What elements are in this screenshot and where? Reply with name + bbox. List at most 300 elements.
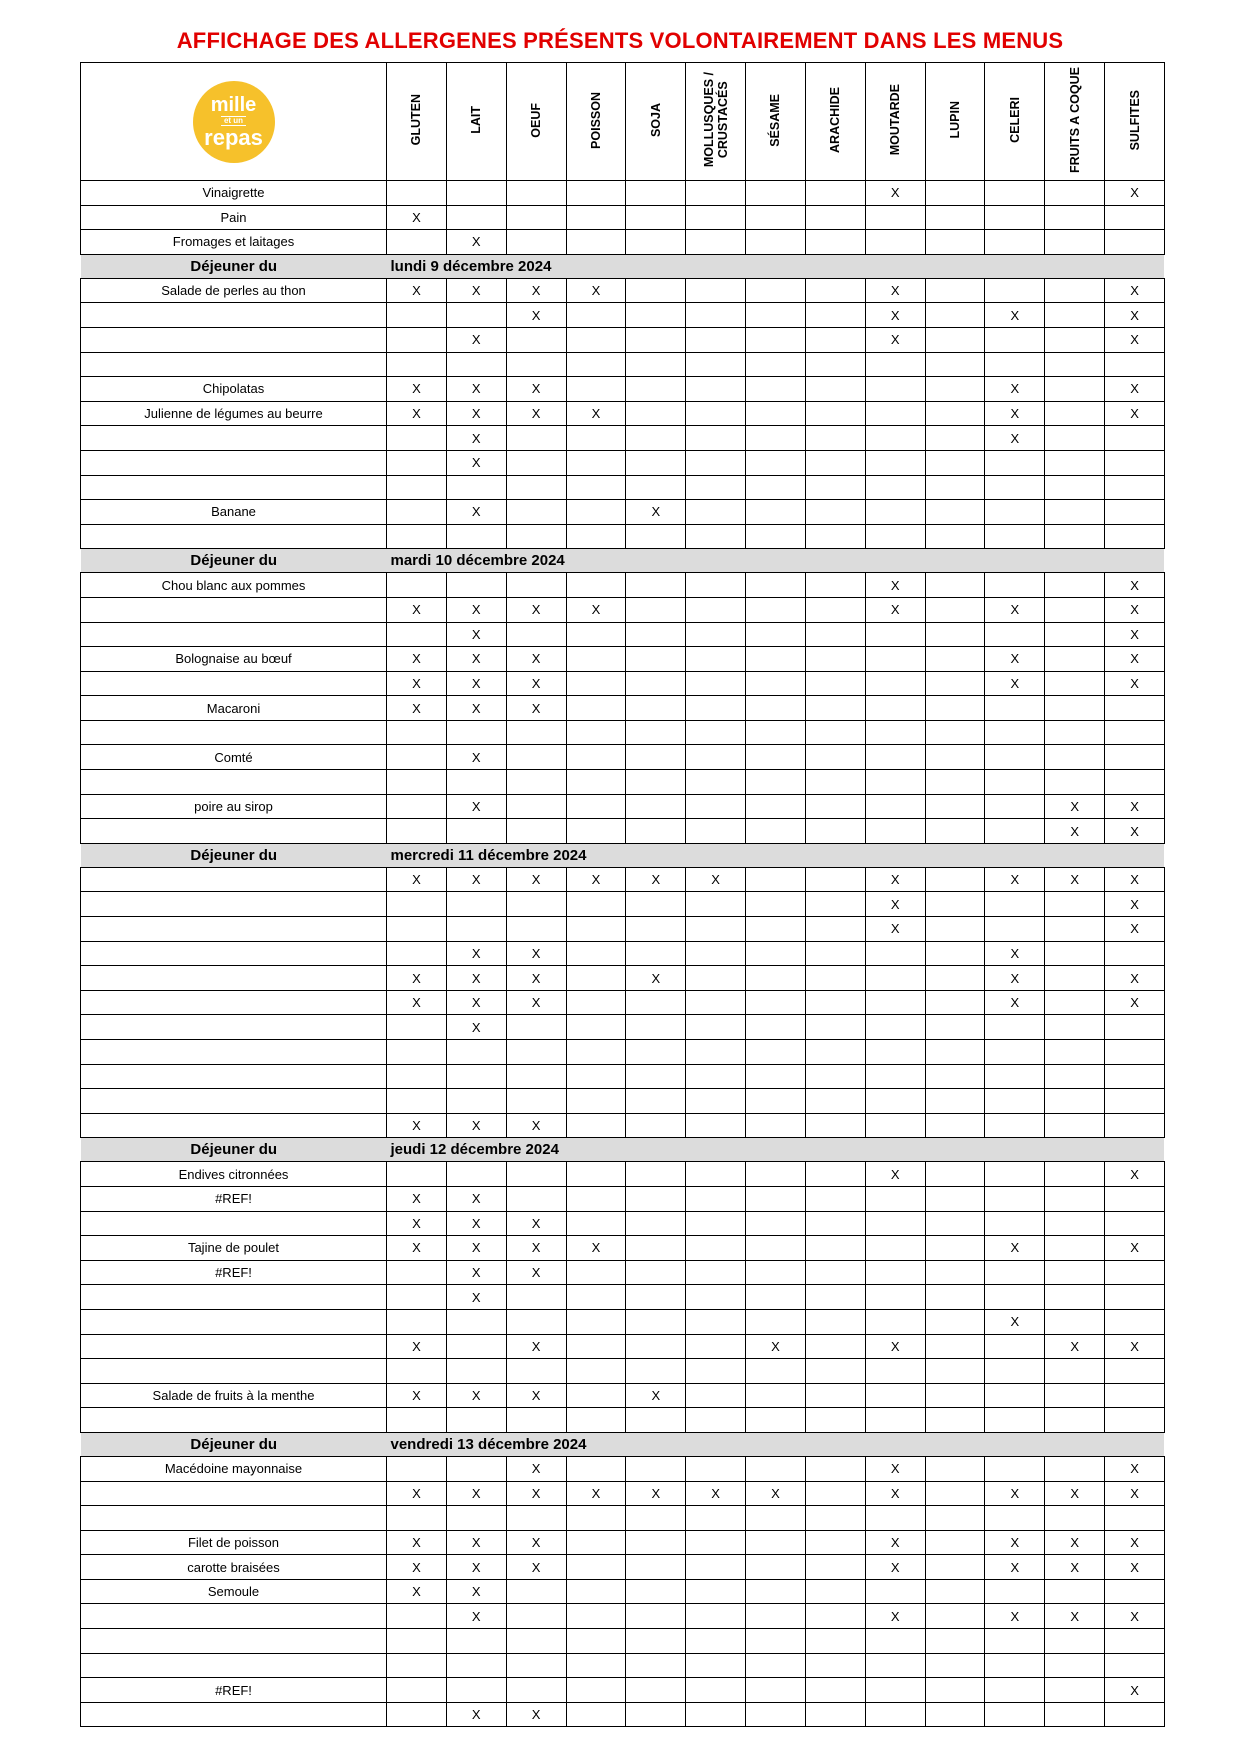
allergen-cell (865, 1629, 925, 1654)
allergen-mark: X (1105, 647, 1165, 672)
allergen-cell (805, 426, 865, 451)
allergen-cell (985, 1015, 1045, 1040)
allergen-cell (1045, 770, 1105, 795)
allergen-cell (566, 327, 626, 352)
table-row (81, 1653, 1165, 1678)
allergen-cell (925, 450, 985, 475)
allergen-cell (566, 1162, 626, 1187)
allergen-cell (746, 1236, 806, 1261)
allergen-mark: X (387, 1555, 447, 1580)
allergen-cell (805, 1530, 865, 1555)
allergen-cell (746, 1186, 806, 1211)
allergen-cell (686, 475, 746, 500)
allergen-cell (805, 1481, 865, 1506)
column-header-label: ARACHIDE (828, 87, 843, 153)
table-row (81, 647, 1165, 672)
allergen-mark: X (1105, 794, 1165, 819)
dish-name (81, 524, 387, 549)
allergen-mark: X (1105, 278, 1165, 303)
allergen-cell (746, 892, 806, 917)
allergen-mark: X (387, 867, 447, 892)
allergen-cell (865, 377, 925, 402)
allergen-cell (686, 1456, 746, 1481)
dish-name (81, 892, 387, 917)
allergen-cell (446, 205, 506, 230)
allergen-cell (387, 1285, 447, 1310)
allergen-cell (566, 1211, 626, 1236)
table-row (81, 475, 1165, 500)
allergen-cell (566, 426, 626, 451)
allergen-cell (566, 475, 626, 500)
table-row (81, 696, 1165, 721)
allergen-cell (925, 1506, 985, 1531)
allergen-cell (506, 1186, 566, 1211)
dish-name: Chou blanc aux pommes (81, 573, 387, 598)
allergen-cell (746, 990, 806, 1015)
allergen-cell (686, 327, 746, 352)
table-row (81, 966, 1165, 991)
allergen-cell (805, 1555, 865, 1580)
table-row (81, 1236, 1165, 1261)
day-header-row (81, 549, 1165, 573)
allergen-cell (1105, 524, 1165, 549)
allergen-cell (1045, 1702, 1105, 1727)
allergen-cell (1105, 426, 1165, 451)
allergen-cell (506, 327, 566, 352)
table-row (81, 1309, 1165, 1334)
allergen-cell (626, 1186, 686, 1211)
allergen-cell (566, 1629, 626, 1654)
dish-name (81, 966, 387, 991)
allergen-mark: X (446, 450, 506, 475)
allergen-cell (805, 377, 865, 402)
allergen-mark: X (1045, 1481, 1105, 1506)
allergen-cell (566, 990, 626, 1015)
allergen-cell (686, 352, 746, 377)
allergen-cell (925, 966, 985, 991)
allergen-cell (746, 867, 806, 892)
allergen-cell (626, 181, 686, 206)
allergen-cell (1045, 1359, 1105, 1384)
table-row (81, 941, 1165, 966)
allergen-mark: X (1105, 1334, 1165, 1359)
allergen-mark: X (387, 597, 447, 622)
allergen-cell (865, 475, 925, 500)
allergen-cell (626, 1015, 686, 1040)
column-header-1 (446, 63, 506, 181)
allergen-mark: X (446, 1579, 506, 1604)
allergen-cell (985, 1260, 1045, 1285)
allergen-cell (805, 1702, 865, 1727)
day-label: Déjeuner du (81, 1138, 387, 1162)
allergen-mark: X (985, 1555, 1045, 1580)
allergen-mark: X (985, 377, 1045, 402)
allergen-mark: X (1105, 990, 1165, 1015)
allergen-cell (446, 1456, 506, 1481)
allergen-cell (985, 327, 1045, 352)
allergen-mark: X (387, 990, 447, 1015)
allergen-cell (746, 1015, 806, 1040)
allergen-cell (805, 1236, 865, 1261)
allergen-cell (985, 1064, 1045, 1089)
allergen-mark: X (1105, 917, 1165, 942)
allergen-cell (746, 1456, 806, 1481)
allergen-cell (865, 1383, 925, 1408)
allergen-cell (506, 745, 566, 770)
allergen-cell (1105, 745, 1165, 770)
table-row (81, 1186, 1165, 1211)
table-row (81, 278, 1165, 303)
allergen-cell (985, 794, 1045, 819)
allergen-cell (566, 1015, 626, 1040)
allergen-cell (1105, 500, 1165, 525)
allergen-cell (865, 1211, 925, 1236)
allergen-cell (746, 377, 806, 402)
allergen-cell (925, 892, 985, 917)
allergen-mark: X (446, 671, 506, 696)
allergen-cell (626, 1334, 686, 1359)
allergen-cell (925, 1629, 985, 1654)
allergen-cell (985, 745, 1045, 770)
allergen-cell (746, 1506, 806, 1531)
allergen-cell (805, 1162, 865, 1187)
allergen-mark: X (387, 1236, 447, 1261)
allergen-cell (925, 1236, 985, 1261)
allergen-cell (566, 450, 626, 475)
day-label: Déjeuner du (81, 1432, 387, 1456)
allergen-mark: X (865, 327, 925, 352)
allergen-cell (506, 524, 566, 549)
allergen-cell (566, 1334, 626, 1359)
allergen-mark: X (1105, 867, 1165, 892)
dish-name (81, 450, 387, 475)
allergen-mark: X (446, 966, 506, 991)
allergen-cell (686, 1162, 746, 1187)
allergen-cell (925, 1211, 985, 1236)
allergen-cell (746, 1383, 806, 1408)
dish-name (81, 426, 387, 451)
allergen-mark: X (446, 1236, 506, 1261)
allergen-cell (746, 1530, 806, 1555)
allergen-mark: X (1105, 1456, 1165, 1481)
allergen-mark: X (865, 1162, 925, 1187)
column-header-label: OEUF (529, 102, 544, 138)
allergen-cell (446, 475, 506, 500)
allergen-cell (626, 1702, 686, 1727)
allergen-cell (626, 303, 686, 328)
allergen-cell (626, 696, 686, 721)
allergen-cell (1105, 1579, 1165, 1604)
allergen-cell (1045, 1064, 1105, 1089)
allergen-mark: X (446, 1604, 506, 1629)
dish-name (81, 1040, 387, 1065)
allergen-mark: X (506, 597, 566, 622)
table-row (81, 1211, 1165, 1236)
allergen-mark: X (566, 597, 626, 622)
allergen-cell (506, 1064, 566, 1089)
dish-name: Pain (81, 205, 387, 230)
dish-name (81, 1064, 387, 1089)
dish-name: Comté (81, 745, 387, 770)
allergen-cell (626, 745, 686, 770)
allergen-mark: X (446, 327, 506, 352)
dish-name (81, 1309, 387, 1334)
allergen-cell (865, 1702, 925, 1727)
allergen-cell (566, 941, 626, 966)
allergen-cell (1105, 1015, 1165, 1040)
allergen-cell (566, 720, 626, 745)
allergen-cell (925, 1064, 985, 1089)
allergen-cell (1045, 205, 1105, 230)
allergen-cell (985, 1359, 1045, 1384)
allergen-cell (446, 819, 506, 844)
table-row (81, 1285, 1165, 1310)
allergen-cell (925, 230, 985, 255)
allergen-cell (506, 1629, 566, 1654)
allergen-cell (865, 1064, 925, 1089)
allergen-cell (1045, 1506, 1105, 1531)
allergen-cell (506, 1604, 566, 1629)
allergen-mark: X (985, 966, 1045, 991)
allergen-cell (985, 892, 1045, 917)
allergen-cell (1105, 1408, 1165, 1433)
allergen-cell (925, 1555, 985, 1580)
allergen-cell (925, 500, 985, 525)
allergen-mark: X (1105, 1604, 1165, 1629)
allergen-cell (446, 892, 506, 917)
allergen-cell (626, 475, 686, 500)
allergen-mark: X (1105, 181, 1165, 206)
allergen-cell (865, 647, 925, 672)
allergen-mark: X (446, 1383, 506, 1408)
allergen-cell (387, 1162, 447, 1187)
allergen-mark: X (985, 671, 1045, 696)
allergen-cell (446, 1162, 506, 1187)
allergen-cell (446, 303, 506, 328)
allergen-mark: X (446, 377, 506, 402)
allergen-mark: X (1045, 1334, 1105, 1359)
allergen-cell (985, 573, 1045, 598)
allergen-mark: X (387, 278, 447, 303)
allergen-cell (506, 1015, 566, 1040)
allergen-cell (686, 1186, 746, 1211)
allergen-cell (446, 917, 506, 942)
allergen-cell (805, 230, 865, 255)
allergen-cell (985, 352, 1045, 377)
allergen-cell (387, 1359, 447, 1384)
allergen-cell (626, 1629, 686, 1654)
dish-name: #REF! (81, 1678, 387, 1703)
allergen-cell (805, 1359, 865, 1384)
allergen-cell (566, 1530, 626, 1555)
allergen-mark: X (985, 1236, 1045, 1261)
allergen-cell (566, 1383, 626, 1408)
allergen-cell (387, 230, 447, 255)
dish-name: Macédoine mayonnaise (81, 1456, 387, 1481)
allergen-cell (626, 1408, 686, 1433)
allergen-cell (746, 597, 806, 622)
allergen-cell (506, 426, 566, 451)
allergen-cell (746, 524, 806, 549)
dish-name (81, 327, 387, 352)
allergen-cell (387, 622, 447, 647)
table-row (81, 181, 1165, 206)
dish-name (81, 1015, 387, 1040)
allergen-cell (925, 205, 985, 230)
allergen-mark: X (1045, 1530, 1105, 1555)
allergen-cell (805, 720, 865, 745)
allergen-mark: X (985, 597, 1045, 622)
allergen-cell (746, 352, 806, 377)
allergen-cell (925, 622, 985, 647)
allergen-cell (1045, 1653, 1105, 1678)
column-header-label: SÉSAME (768, 93, 783, 147)
allergen-cell (925, 1113, 985, 1138)
allergen-cell (746, 1359, 806, 1384)
allergen-cell (1105, 1285, 1165, 1310)
allergen-cell (387, 1040, 447, 1065)
allergen-cell (387, 1506, 447, 1531)
allergen-cell (805, 867, 865, 892)
dish-name (81, 941, 387, 966)
allergen-cell (446, 1359, 506, 1384)
allergen-cell (387, 1089, 447, 1114)
table-row (81, 401, 1165, 426)
allergen-cell (1045, 401, 1105, 426)
allergen-mark: X (506, 966, 566, 991)
allergen-mark: X (387, 1334, 447, 1359)
day-header-row (81, 254, 1165, 278)
allergen-cell (626, 377, 686, 402)
allergen-cell (566, 1702, 626, 1727)
allergen-cell (746, 966, 806, 991)
allergen-cell (387, 1456, 447, 1481)
dish-name: #REF! (81, 1260, 387, 1285)
allergen-cell (686, 205, 746, 230)
allergen-cell (746, 230, 806, 255)
allergen-mark: X (387, 401, 447, 426)
allergen-cell (506, 1653, 566, 1678)
allergen-cell (446, 1506, 506, 1531)
allergen-mark: X (446, 597, 506, 622)
column-header-12 (1105, 63, 1165, 181)
allergen-cell (626, 524, 686, 549)
day-date: jeudi 12 décembre 2024 (387, 1138, 1165, 1162)
allergen-cell (686, 1506, 746, 1531)
allergen-cell (686, 1678, 746, 1703)
column-header-label: SULFITES (1127, 89, 1142, 151)
allergen-mark: X (865, 1530, 925, 1555)
allergen-cell (925, 1456, 985, 1481)
dish-name: Chipolatas (81, 377, 387, 402)
column-header-2 (506, 63, 566, 181)
allergen-mark: X (1045, 794, 1105, 819)
allergen-cell (1045, 1089, 1105, 1114)
allergen-mark: X (1105, 1555, 1165, 1580)
allergen-mark: X (626, 500, 686, 525)
allergen-cell (746, 622, 806, 647)
allergen-cell (1045, 1285, 1105, 1310)
allergen-cell (746, 1702, 806, 1727)
allergen-cell (626, 1113, 686, 1138)
allergen-mark: X (446, 278, 506, 303)
allergen-cell (686, 1309, 746, 1334)
allergen-mark: X (446, 990, 506, 1015)
allergen-cell (626, 1604, 686, 1629)
allergen-cell (1045, 475, 1105, 500)
allergen-cell (1105, 1113, 1165, 1138)
allergen-cell (746, 671, 806, 696)
allergen-cell (1045, 745, 1105, 770)
allergen-cell (805, 1285, 865, 1310)
allergen-cell (746, 770, 806, 795)
allergen-mark: X (1045, 1555, 1105, 1580)
allergen-cell (1045, 1162, 1105, 1187)
allergen-cell (805, 1456, 865, 1481)
allergen-mark: X (387, 1579, 447, 1604)
allergen-cell (566, 1359, 626, 1384)
allergen-cell (925, 1408, 985, 1433)
allergen-cell (925, 1186, 985, 1211)
allergen-mark: X (626, 1481, 686, 1506)
table-row (81, 524, 1165, 549)
allergen-cell (686, 1604, 746, 1629)
allergen-cell (746, 401, 806, 426)
table-row (81, 1702, 1165, 1727)
table-row (81, 1481, 1165, 1506)
allergen-cell (387, 573, 447, 598)
allergen-cell (805, 500, 865, 525)
allergen-cell (506, 205, 566, 230)
allergen-cell (805, 401, 865, 426)
allergen-cell (686, 524, 746, 549)
allergen-cell (566, 1579, 626, 1604)
allergen-cell (985, 1089, 1045, 1114)
allergen-cell (805, 745, 865, 770)
allergen-cell (686, 720, 746, 745)
allergen-cell (686, 941, 746, 966)
allergen-cell (446, 352, 506, 377)
allergen-cell (865, 500, 925, 525)
allergen-cell (985, 1334, 1045, 1359)
allergen-mark: X (446, 1555, 506, 1580)
allergen-cell (925, 671, 985, 696)
allergen-cell (925, 181, 985, 206)
allergen-cell (805, 1678, 865, 1703)
table-row (81, 794, 1165, 819)
allergen-mark: X (506, 941, 566, 966)
allergen-mark: X (566, 278, 626, 303)
day-date: lundi 9 décembre 2024 (387, 254, 1165, 278)
allergen-mark: X (626, 867, 686, 892)
allergen-mark: X (1105, 303, 1165, 328)
allergen-cell (865, 205, 925, 230)
allergen-mark: X (1045, 819, 1105, 844)
allergen-cell (626, 1555, 686, 1580)
allergen-mark: X (387, 1481, 447, 1506)
dish-name: Macaroni (81, 696, 387, 721)
allergen-mark: X (506, 278, 566, 303)
allergen-cell (686, 500, 746, 525)
allergen-cell (865, 230, 925, 255)
allergen-cell (686, 1334, 746, 1359)
allergen-cell (746, 327, 806, 352)
allergen-cell (746, 720, 806, 745)
allergen-cell (446, 1629, 506, 1654)
allergen-cell (985, 524, 1045, 549)
allergen-cell (446, 1334, 506, 1359)
allergen-mark: X (985, 1604, 1045, 1629)
